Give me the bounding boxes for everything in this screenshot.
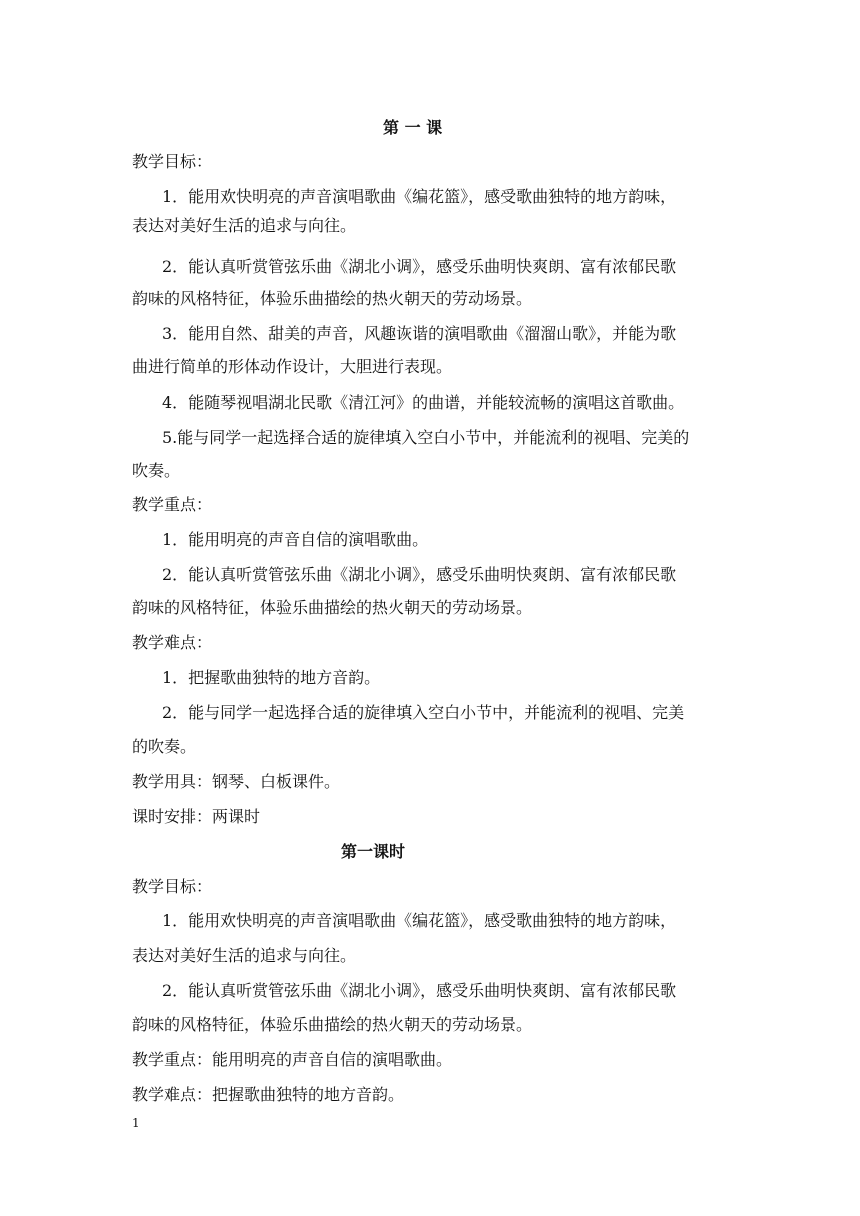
difficulty-label: 教学难点： — [132, 633, 213, 652]
tools-line: 教学用具：钢琴、白板课件。 — [132, 772, 341, 791]
key-label: 教学重点： — [132, 495, 213, 514]
goals-label: 教学目标： — [132, 152, 213, 171]
section-goal-2-line-2: 韵味的风格特征，体验乐曲描绘的热火朝天的劳动场景。 — [132, 1015, 533, 1034]
goal-3-line-2: 曲进行简单的形体动作设计，大胆进行表现。 — [132, 357, 453, 376]
goal-4-line-1: 4．能随琴视唱湖北民歌《清江河》的曲谱，并能较流畅的演唱这首歌曲。 — [162, 393, 685, 412]
schedule-line: 课时安排：两课时 — [132, 807, 261, 826]
section-goals-label: 教学目标： — [132, 877, 213, 896]
goal-5-line-1: 5.能与同学一起选择合适的旋律填入空白小节中，并能流利的视唱、完美的 — [162, 428, 690, 447]
goal-3-line-1: 3．能用自然、甜美的声音，风趣诙谐的演唱歌曲《溜溜山歌》，并能为歌 — [162, 324, 677, 343]
key-2-line-2: 韵味的风格特征，体验乐曲描绘的热火朝天的劳动场景。 — [132, 598, 533, 617]
key-2-line-1: 2．能认真听赏管弦乐曲《湖北小调》，感受乐曲明快爽朗、富有浓郁民歌 — [162, 565, 677, 584]
section-key-line: 教学重点：能用明亮的声音自信的演唱歌曲。 — [132, 1050, 453, 1069]
section-goal-1-line-1: 1．能用欢快明亮的声音演唱歌曲《编花篮》，感受歌曲独特的地方韵味， — [162, 911, 677, 930]
goal-2-line-1: 2．能认真听赏管弦乐曲《湖北小调》，感受乐曲明快爽朗、富有浓郁民歌 — [162, 257, 677, 276]
difficulty-1-line-1: 1．把握歌曲独特的地方音韵。 — [162, 668, 381, 687]
page-number: 1 — [132, 1116, 140, 1130]
section-title: 第一课时 — [341, 842, 406, 861]
goal-5-line-2: 吹奏。 — [132, 461, 181, 480]
lesson-title: 第 一 课 — [383, 118, 443, 137]
difficulty-2-line-2: 的吹奏。 — [132, 737, 197, 756]
goal-2-line-2: 韵味的风格特征，体验乐曲描绘的热火朝天的劳动场景。 — [132, 289, 533, 308]
goal-1-line-1: 1．能用欢快明亮的声音演唱歌曲《编花篮》，感受歌曲独特的地方韵味， — [162, 187, 677, 206]
difficulty-2-line-1: 2．能与同学一起选择合适的旋律填入空白小节中，并能流利的视唱、完美 — [162, 703, 685, 722]
goal-1-line-2: 表达对美好生活的追求与向往。 — [132, 216, 357, 235]
key-1-line-1: 1．能用明亮的声音自信的演唱歌曲。 — [162, 530, 429, 549]
section-difficulty-line: 教学难点：把握歌曲独特的地方音韵。 — [132, 1085, 405, 1104]
section-goal-2-line-1: 2．能认真听赏管弦乐曲《湖北小调》，感受乐曲明快爽朗、富有浓郁民歌 — [162, 981, 677, 1000]
section-goal-1-line-2: 表达对美好生活的追求与向往。 — [132, 946, 357, 965]
